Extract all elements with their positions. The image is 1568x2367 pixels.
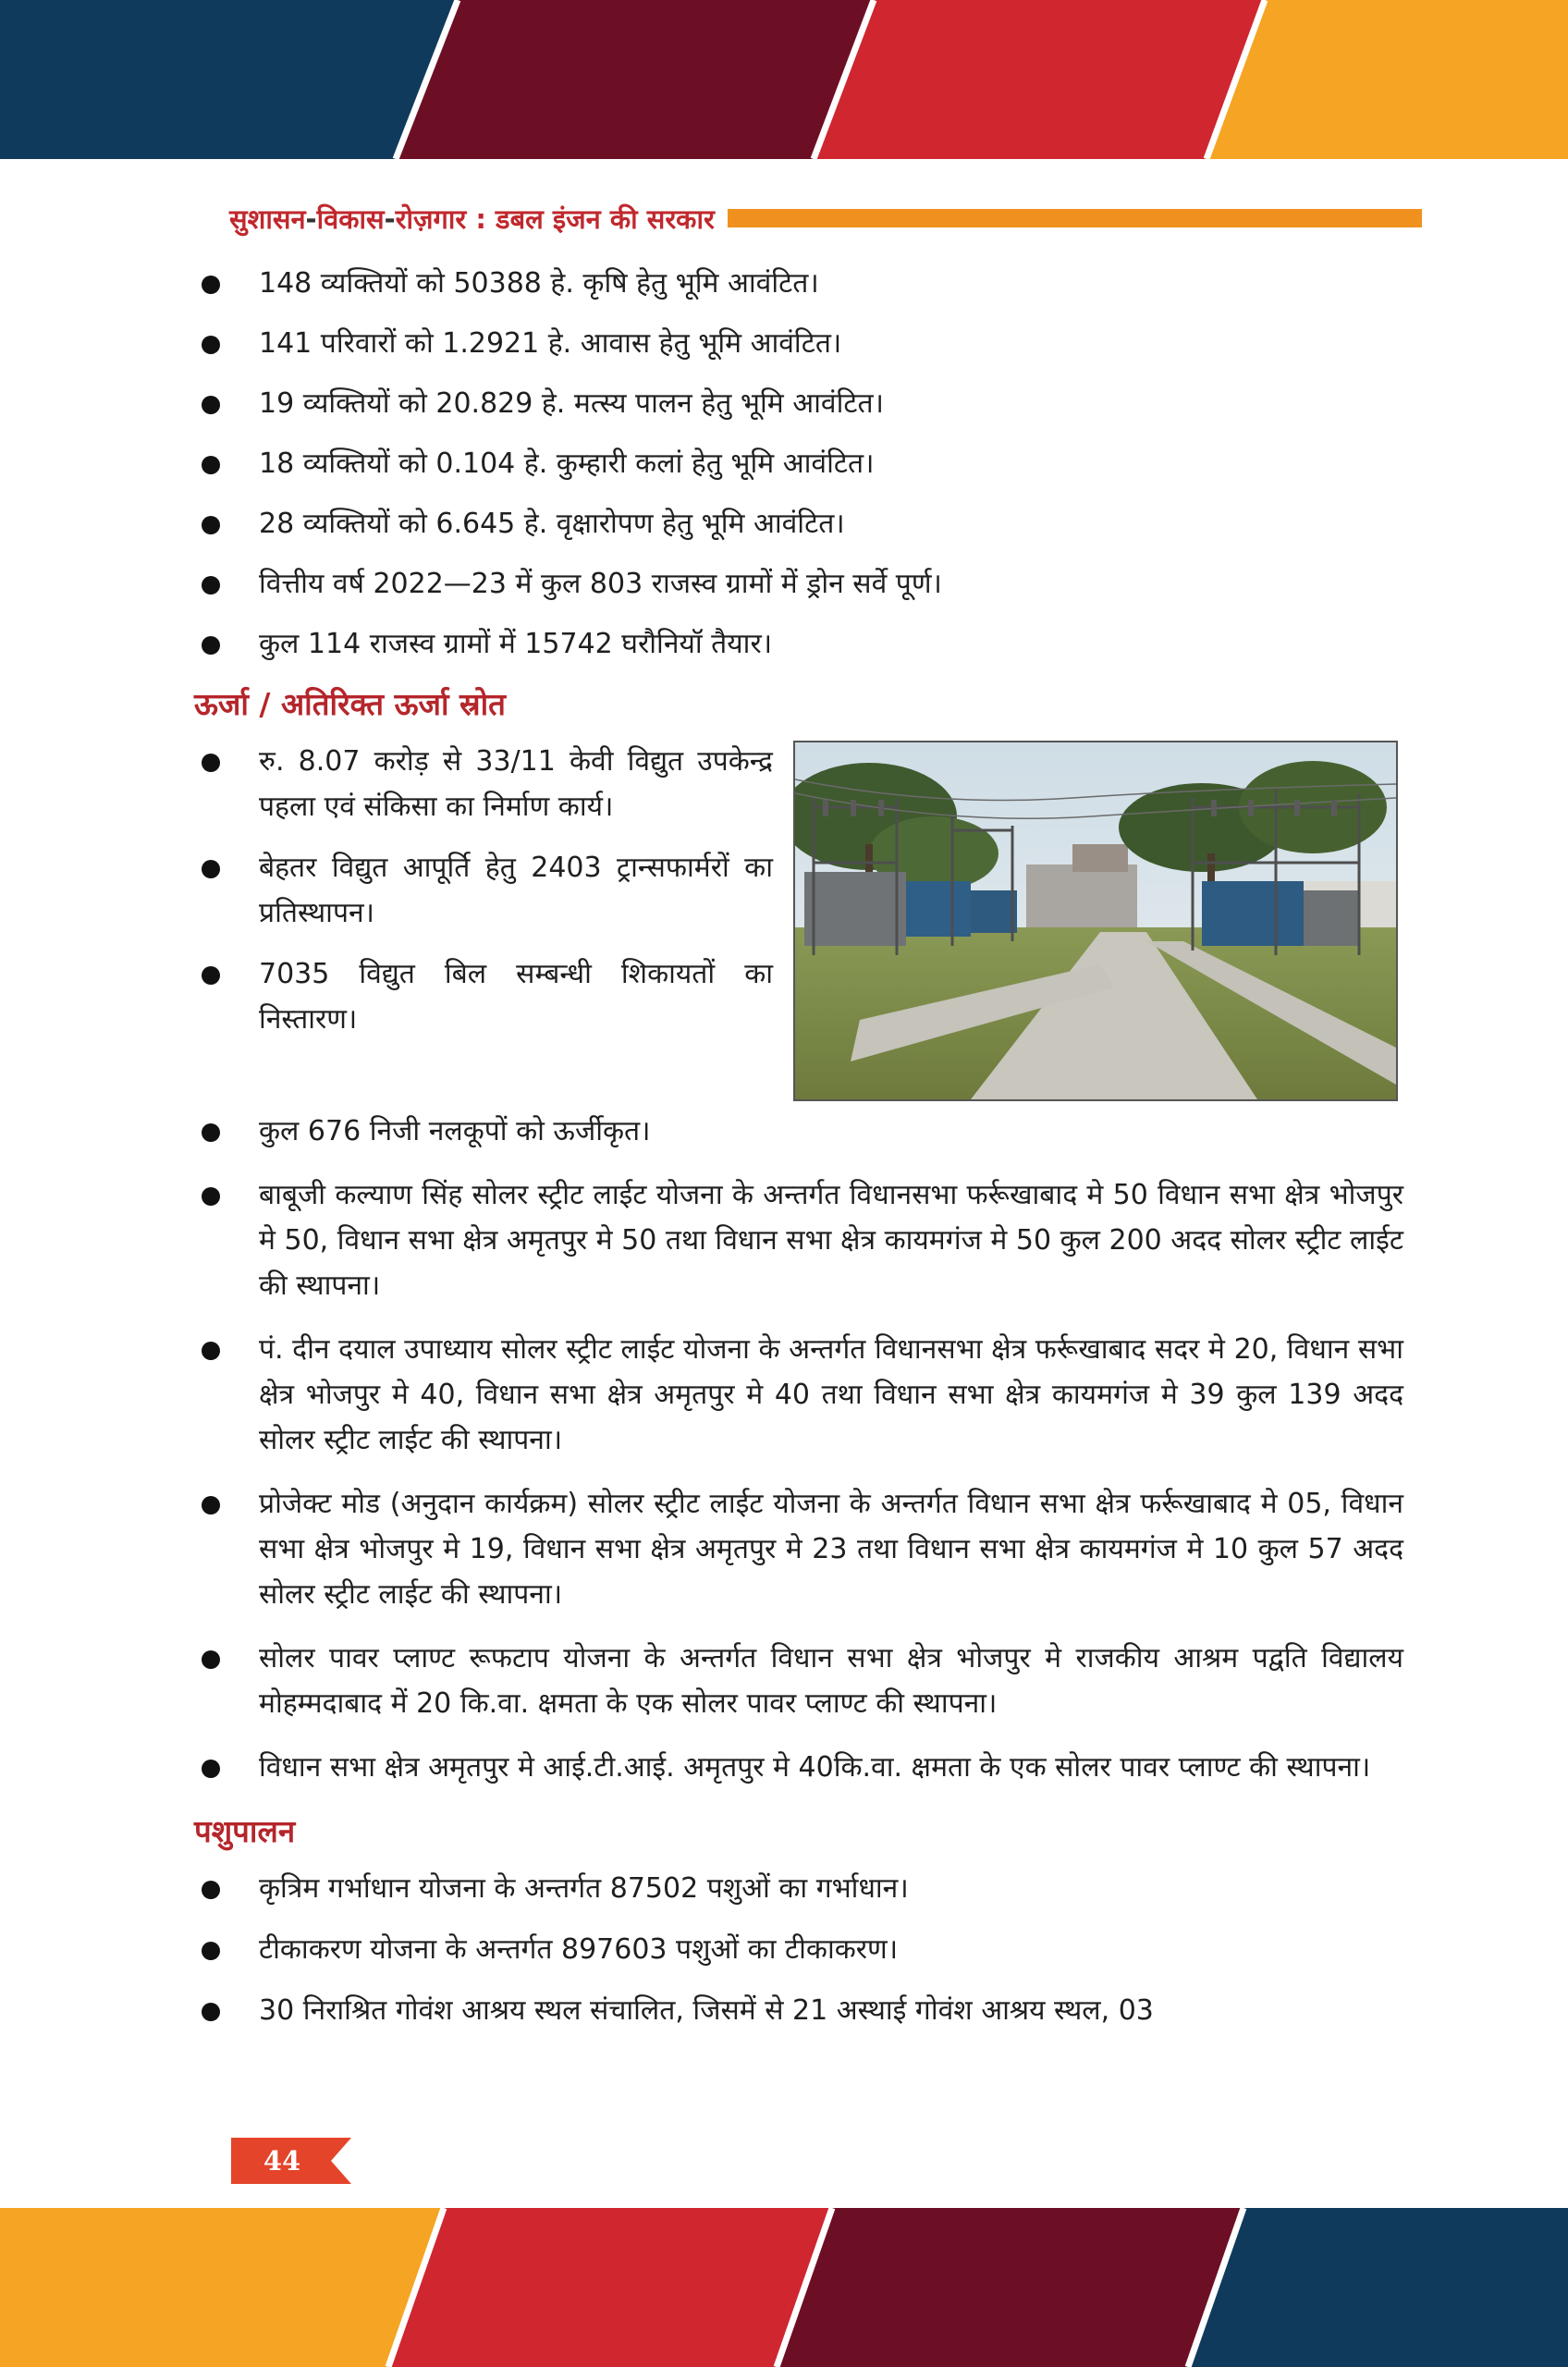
list-item: कुल 676 निजी नलकूपों को ऊर्जीकृत। [196, 1109, 1403, 1154]
section-heading-animal-husbandry: पशुपालन [194, 1813, 296, 1849]
list-item: वित्तीय वर्ष 2022—23 में कुल 803 राजस्व ग्रामों में ड्रोन सर्वे पूर्ण। [196, 561, 1403, 607]
energy-block [196, 739, 1403, 1109]
list-item: सोलर पावर प्लाण्ट रूफटाप योजना के अन्तर्गत विधान सभा क्षेत्र भोजपुर मे राजकीय आश्रम पद्वति विद्यालय मोहम्मदाबाद में 20 कि.वा. क्षमता के एक सोलर पावर प्लाण्ट की स्थापना। [196, 1636, 1403, 1726]
list-item: बाबूजी कल्याण सिंह सोलर स्ट्रीट लाईट योजना के अन्तर्गत विधानसभा फर्रूखाबाद मे 50 विधान सभा क्षेत्र भोजपुर मे 50, विधान सभा क्षेत्र अमृतपुर मे 50 तथा विधान सभा क्षेत्र कायमगंज मे 50 कुल 200 अदद सोलर स्ट्रीट लाईट की स्थापना। [196, 1172, 1403, 1308]
section-heading-energy: ऊर्जा / अतिरिक्त ऊर्जा स्रोत [194, 686, 506, 722]
land-allocation-list [196, 261, 1403, 667]
top-color-band [0, 0, 1568, 159]
list-item: 7035 विद्युत बिल सम्बन्धी शिकायतों का निस्तारण। [196, 951, 773, 1042]
list-item: 141 परिवारों को 1.2921 हे. आवास हेतु भूमि आवंटित। [196, 321, 1403, 366]
energy-list [196, 1109, 1403, 1790]
page-number: 44 [263, 2145, 301, 2177]
page-number-tab [231, 2138, 351, 2184]
list-item: 28 व्यक्तियों को 6.645 हे. वृक्षारोपण हेतु भूमि आवंटित। [196, 501, 1403, 546]
running-header [229, 195, 1422, 241]
list-item: 19 व्यक्तियों को 20.829 हे. मत्स्य पालन हेतु भूमि आवंटित। [196, 381, 1403, 426]
list-item: कृत्रिम गर्भाधान योजना के अन्तर्गत 87502 पशुओं का गर्भाधान। [196, 1866, 1403, 1911]
energy-list-beside-photo [196, 739, 773, 1058]
list-item: 148 व्यक्तियों को 50388 हे. कृषि हेतु भूमि आवंटित। [196, 261, 1403, 306]
list-item: प्रोजेक्ट मोड (अनुदान कार्यक्रम) सोलर स्ट्रीट लाईट योजना के अन्तर्गत विधान सभा क्षेत्र फर्रूखाबाद मे 05, विधान सभा क्षेत्र भोजपुर मे 19, विधान सभा क्षेत्र अमृतपुर मे 23 तथा विधान सभा क्षेत्र कायमगंज मे 10 कुल 57 अदद सोलर स्ट्रीट लाईट की स्थापना। [196, 1481, 1403, 1617]
list-item: बेहतर विद्युत आपूर्ति हेतु 2403 ट्रान्सफार्मरों का प्रतिस्थापन। [196, 845, 773, 936]
list-item: पं. दीन दयाल उपाध्याय सोलर स्ट्रीट लाईट योजना के अन्तर्गत विधानसभा क्षेत्र फर्रूखाबाद सदर मे 20, विधान सभा क्षेत्र भोजपुर मे 40, विधान सभा क्षेत्र अमृतपुर मे 40 तथा विधान सभा क्षेत्र कायमगंज मे 39 कुल 139 अदद सोलर स्ट्रीट लाईट की स्थापना। [196, 1327, 1403, 1463]
bottom-color-band [0, 2208, 1568, 2367]
list-item: विधान सभा क्षेत्र अमृतपुर मे आई.टी.आई. अमृतपुर मे 40कि.वा. क्षमता के एक सोलर पावर प्लाण्ट की स्थापना। [196, 1745, 1403, 1790]
list-item: 18 व्यक्तियों को 0.104 हे. कुम्हारी कलां हेतु भूमि आवंटित। [196, 441, 1403, 486]
list-item: 30 निराश्रित गोवंश आश्रय स्थल संचालित, जिसमें से 21 अस्थाई गोवंश आश्रय स्थल, 03 [196, 1988, 1403, 2033]
header-rule [728, 209, 1422, 227]
substation-photo [793, 741, 1398, 1101]
running-header-title: सुशासन-विकास-रोज़गार : डबल इंजन की सरकार [229, 202, 715, 235]
page-content [196, 261, 1403, 2049]
list-item: रु. 8.07 करोड़ से 33/11 केवी विद्युत उपकेन्द्र पहला एवं संकिसा का निर्माण कार्य। [196, 739, 773, 829]
animal-husbandry-list [196, 1866, 1403, 2033]
list-item: टीकाकरण योजना के अन्तर्गत 897603 पशुओं का टीकाकरण। [196, 1927, 1403, 1972]
list-item: कुल 114 राजस्व ग्रामों में 15742 घरौनियॉ तैयार। [196, 621, 1403, 667]
